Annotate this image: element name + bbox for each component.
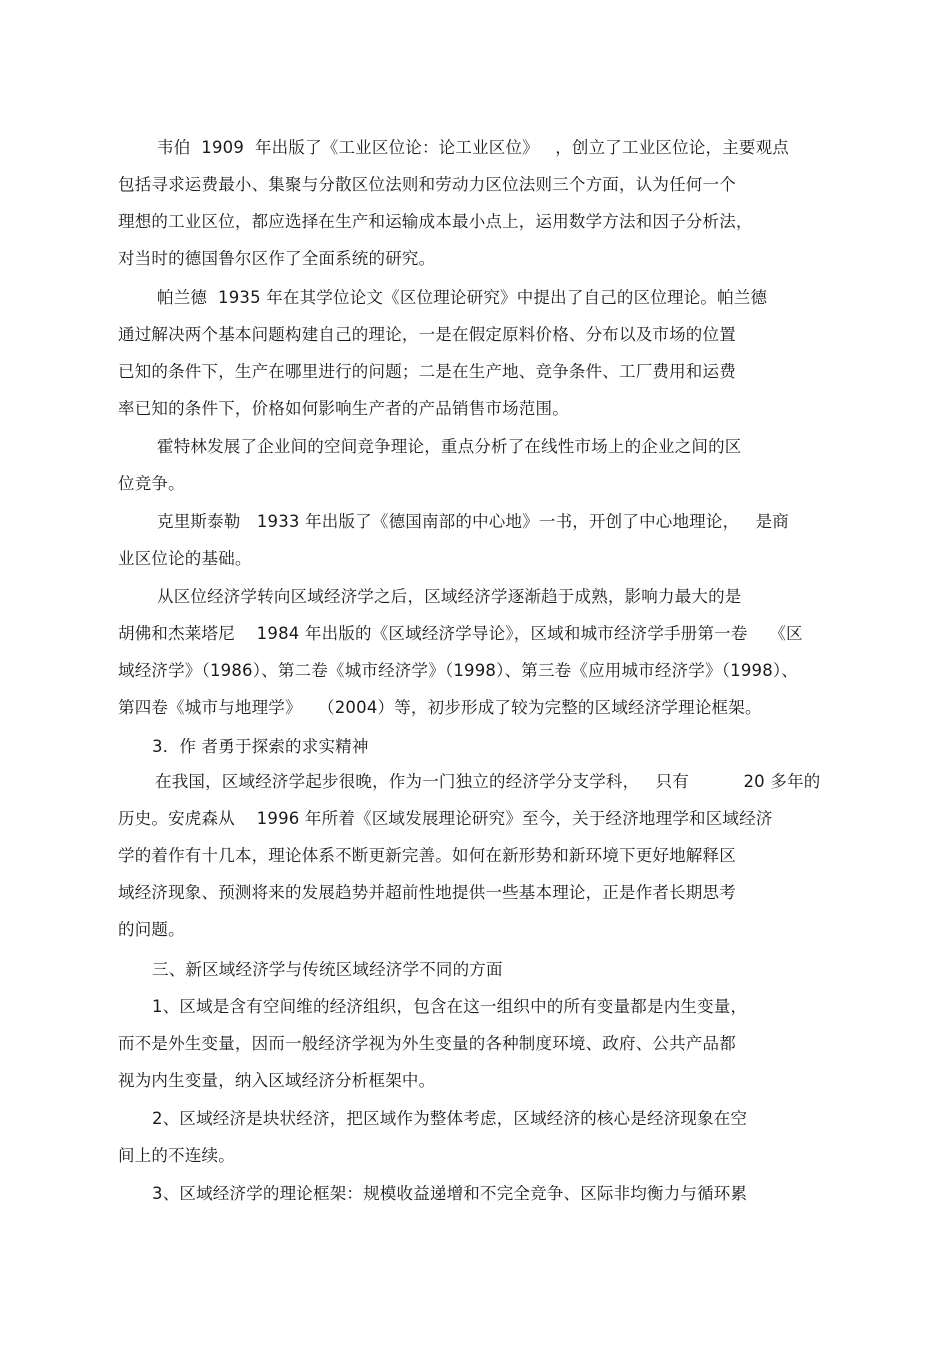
text-line: 学的着作有十几本，理论体系不断更新完善。如何在新形势和新环境下更好地解释区 (118, 846, 736, 865)
text-line: 域经济学》（1986）、第二卷《城市经济学》（1998）、第三卷《应用城市经济学》（1998）、 (118, 661, 799, 680)
text-line: 通过解决两个基本问题构建自己的理论，一是在假定原料价格、分布以及市场的位置 (118, 325, 736, 344)
text-line: 对当时的德国鲁尔区作了全面系统的研究。 (118, 249, 436, 268)
text-line: 理想的工业区位，都应选择在生产和运输成本最小点上，运用数学方法和因子分析法， (118, 212, 753, 231)
text-line: 第四卷《城市与地理学》 （2004）等，初步形成了较为完整的区域经济学理论框架。 (118, 698, 762, 717)
text-line: 的问题。 (118, 920, 185, 939)
text-line: 从区位经济学转向区域经济学之后，区域经济学逐渐趋于成熟，影响力最大的是 (157, 587, 742, 606)
text-line: 克里斯泰勒 1933 年出版了《德国南部的中心地》一书，开创了中心地理论， 是商 (157, 512, 790, 531)
text-line: 业区位论的基础。 (118, 549, 252, 568)
text-line: 2、区域经济是块状经济，把区域作为整体考虑，区域经济的核心是经济现象在空 (152, 1109, 748, 1128)
text-line: 在我国，区域经济学起步很晚，作为一门独立的经济学分支学科， 只有 20 多年的 (155, 772, 821, 791)
text-line: 3、区域经济学的理论框架：规模收益递增和不完全竞争、区际非均衡力与循环累 (152, 1184, 748, 1203)
text-line: 帕兰德 1935 年在其学位论文《区位理论研究》中提出了自己的区位理论。帕兰德 (157, 288, 768, 307)
text-line: 间上的不连续。 (118, 1146, 235, 1165)
text-line: 历史。安虎森从 1996 年所着《区域发展理论研究》至今，关于经济地理学和区域经济 (118, 809, 773, 828)
text-line: 已知的条件下，生产在哪里进行的问题；二是在生产地、竞争条件、工厂费用和运费 (118, 362, 736, 381)
text-line: 包括寻求运费最小、集聚与分散区位法则和劳动力区位法则三个方面，认为任何一个 (118, 175, 736, 194)
text-line: 视为内生变量，纳入区域经济分析框架中。 (118, 1071, 436, 1090)
text-line: 胡佛和杰莱塔尼 1984 年出版的《区域经济学导论》，区域和城市经济学手册第一卷 《区 (118, 624, 803, 643)
text-line: 率已知的条件下，价格如何影响生产者的产品销售市场范围。 (118, 399, 569, 418)
text-line: 域经济现象、预测将来的发展趋势并超前性地提供一些基本理论，正是作者长期思考 (118, 883, 736, 902)
text-line: 1、区域是含有空间维的经济组织，包含在这一组织中的所有变量都是内生变量， (152, 997, 748, 1016)
section-heading: 3．作 者勇于探索的求实精神 (152, 737, 369, 756)
text-line: 韦伯 1909 年出版了《工业区位论：论工业区位》 ，创立了工业区位论，主要观点 (157, 138, 790, 157)
text-line: 霍特林发展了企业间的空间竞争理论，重点分析了在线性市场上的企业之间的区 (157, 437, 742, 456)
text-line: 位竞争。 (118, 474, 185, 493)
section-heading: 三、新区域经济学与传统区域经济学不同的方面 (152, 960, 503, 979)
text-line: 而不是外生变量，因而一般经济学视为外生变量的各种制度环境、政府、公共产品都 (118, 1034, 736, 1053)
